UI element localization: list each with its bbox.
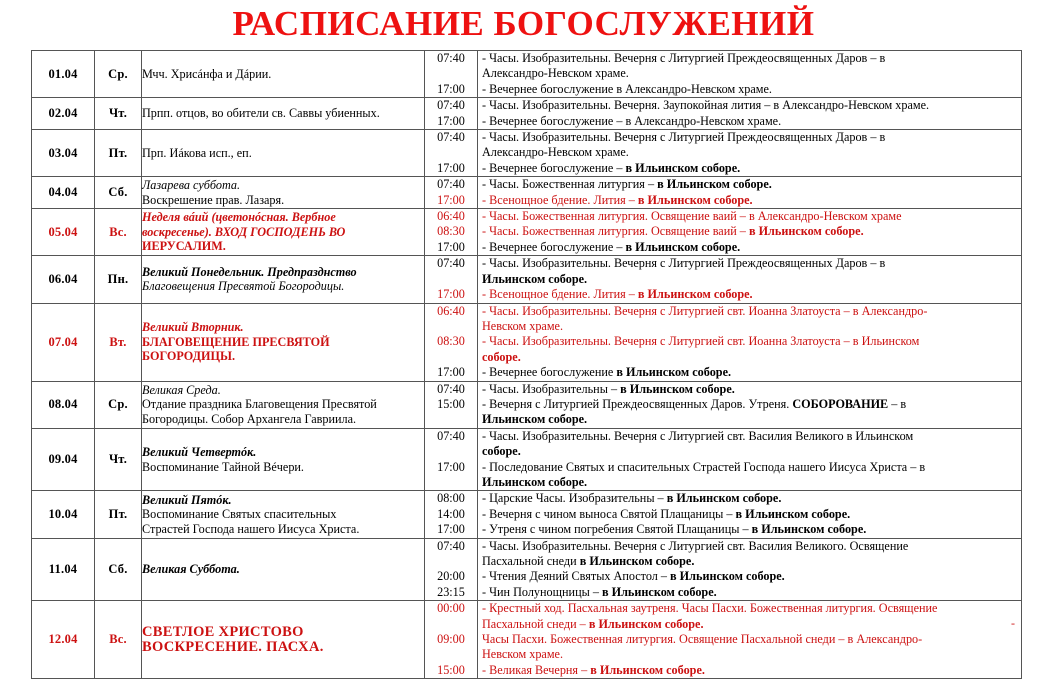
cell-day-of-week: Чт. bbox=[95, 98, 142, 130]
feast-line: Прп. Иáкова исп., еп. bbox=[142, 145, 252, 160]
service-time: 06:40 bbox=[437, 303, 465, 318]
cell-services bbox=[478, 491, 1022, 538]
cell-date: 09.04 bbox=[32, 428, 95, 491]
service-time: 17:00 bbox=[437, 287, 465, 302]
feast-line: Воспоминание Святых спасительных bbox=[142, 507, 337, 522]
cell-feast bbox=[142, 601, 425, 679]
service-time: 07:40 bbox=[437, 130, 465, 145]
cell-date: 12.04 bbox=[32, 601, 95, 679]
cell-date: 06.04 bbox=[32, 256, 95, 303]
time-spacer bbox=[425, 475, 477, 490]
service-line: - Чин Полунощницы – в Ильинском соборе. bbox=[482, 584, 717, 599]
page-title: РАСПИСАНИЕ БОГОСЛУЖЕНИЙ bbox=[232, 4, 815, 43]
cell-feast bbox=[142, 51, 425, 98]
service-time: 07:40 bbox=[437, 381, 465, 396]
cell-times bbox=[425, 177, 478, 209]
service-line: - Царские Часы. Изобразительны – в Ильинском соборе. bbox=[482, 491, 782, 506]
stray-dash-mark: - bbox=[1011, 616, 1015, 631]
time-spacer bbox=[425, 412, 477, 427]
cell-times bbox=[425, 381, 478, 428]
cell-feast bbox=[142, 303, 425, 381]
feast-line: Прпп. отцов, во обители св. Саввы убиенных. bbox=[142, 106, 380, 121]
service-line: - Часы. Изобразительны. Вечерня с Литургией свт. Василия Великого. Освящение bbox=[482, 538, 909, 553]
feast-line: БЛАГОВЕЩЕНИЕ ПРЕСВЯТОЙ bbox=[142, 334, 330, 349]
service-time: 07:40 bbox=[437, 538, 465, 553]
cell-feast bbox=[142, 209, 425, 256]
table-row bbox=[32, 209, 1022, 256]
feast-line: Лазарева суббота. bbox=[142, 178, 241, 193]
service-line: - Часы. Божественная литургия – в Ильинском соборе. bbox=[482, 177, 772, 192]
cell-services bbox=[478, 381, 1022, 428]
service-time: 09:00 bbox=[437, 632, 465, 647]
services-list bbox=[478, 601, 1021, 678]
feast-line: Великий Пятóк. bbox=[142, 492, 232, 507]
cell-times bbox=[425, 51, 478, 98]
time-spacer bbox=[425, 617, 477, 632]
service-time: 17:00 bbox=[437, 459, 465, 474]
feast-line: Великая Суббота. bbox=[142, 562, 240, 577]
feast-line: Страстей Господа нашего Иисуса Христа. bbox=[142, 521, 360, 536]
time-spacer bbox=[425, 350, 477, 365]
service-line: - Великая Вечерня – в Ильинском соборе. bbox=[482, 662, 705, 677]
feast-line: Великий Вторник. bbox=[142, 320, 244, 335]
cell-date: 03.04 bbox=[32, 130, 95, 177]
service-line: Часы Пасхи. Божественная литургия. Освящение Пасхальной снеди – в Александро- bbox=[482, 632, 923, 647]
table-row bbox=[32, 98, 1022, 130]
schedule-table-wrapper bbox=[31, 50, 1021, 679]
service-time: 17:00 bbox=[437, 239, 465, 254]
table-row bbox=[32, 177, 1022, 209]
service-line: - Вечерня с Литургией Преждеосвященных Даров. Утреня. СОБОРОВАНИЕ – в bbox=[482, 396, 907, 411]
time-spacer bbox=[425, 66, 477, 81]
cell-feast bbox=[142, 428, 425, 491]
service-line: - Всенощное бдение. Лития – в Ильинском соборе. bbox=[482, 287, 753, 302]
service-line: Ильинском соборе. bbox=[482, 412, 588, 427]
cell-day-of-week: Вт. bbox=[95, 303, 142, 381]
service-line: - Вечернее богослужение – в Ильинском соборе. bbox=[482, 239, 741, 254]
cell-services bbox=[478, 428, 1022, 491]
feast-line: Великий Понедельник. Предпразднство bbox=[142, 264, 357, 279]
service-time: 17:00 bbox=[437, 522, 465, 537]
table-row bbox=[32, 381, 1022, 428]
cell-feast bbox=[142, 177, 425, 209]
table-row bbox=[32, 538, 1022, 601]
service-line: Пасхальной снеди в Ильинском соборе. bbox=[482, 554, 695, 568]
time-spacer bbox=[425, 647, 477, 662]
cell-services bbox=[478, 303, 1022, 381]
service-line: - Последование Святых и спасительных Страстей Господа нашего Иисуса Христа – в bbox=[482, 459, 926, 474]
cell-date: 05.04 bbox=[32, 209, 95, 256]
feast-line: Неделя вáий (цветонóсная. Вербное bbox=[142, 210, 336, 225]
cell-day-of-week: Чт. bbox=[95, 428, 142, 491]
service-time: 07:40 bbox=[437, 177, 465, 192]
table-row bbox=[32, 428, 1022, 491]
service-line: - Часы. Изобразительны. Вечерня с Литургией Преждеосвященных Даров – в bbox=[482, 51, 886, 65]
cell-times bbox=[425, 491, 478, 538]
feast-line: Воскрешение прав. Лазаря. bbox=[142, 192, 285, 207]
table-row bbox=[32, 491, 1022, 538]
service-time: 17:00 bbox=[437, 81, 465, 96]
cell-times bbox=[425, 130, 478, 177]
service-line: Ильинском соборе. bbox=[482, 474, 588, 489]
cell-feast bbox=[142, 491, 425, 538]
service-line: - Утреня с чином погребения Святой Плащаницы – в Ильинском соборе. bbox=[482, 522, 867, 537]
schedule-table-body bbox=[32, 51, 1022, 679]
services-list bbox=[478, 304, 1021, 381]
services-list bbox=[478, 256, 1021, 302]
cell-times bbox=[425, 428, 478, 491]
cell-services bbox=[478, 51, 1022, 98]
service-time: 00:00 bbox=[437, 601, 465, 616]
service-time: 17:00 bbox=[437, 113, 465, 128]
service-line: - Крестный ход. Пасхальная заутреня. Часы Пасхи. Божественная литургия. Освящение bbox=[482, 601, 938, 616]
service-time: 08:30 bbox=[437, 224, 465, 239]
cell-day-of-week: Сб. bbox=[95, 177, 142, 209]
service-line: - Вечернее богослужение – в Александро-Невском храме. bbox=[482, 113, 782, 128]
time-spacer bbox=[425, 145, 477, 160]
cell-date: 02.04 bbox=[32, 98, 95, 130]
cell-date: 04.04 bbox=[32, 177, 95, 209]
cell-day-of-week: Пт. bbox=[95, 130, 142, 177]
cell-services bbox=[478, 130, 1022, 177]
table-row bbox=[32, 303, 1022, 381]
service-time: 08:30 bbox=[437, 334, 465, 349]
service-time: 08:00 bbox=[437, 491, 465, 506]
cell-services bbox=[478, 209, 1022, 256]
cell-times bbox=[425, 303, 478, 381]
schedule-table bbox=[31, 50, 1022, 679]
table-row bbox=[32, 601, 1022, 679]
cell-feast bbox=[142, 130, 425, 177]
feast-line: Отдание праздника Благовещения Пресвятой bbox=[142, 397, 377, 412]
cell-services bbox=[478, 256, 1022, 303]
time-spacer bbox=[425, 272, 477, 287]
cell-day-of-week: Вс. bbox=[95, 209, 142, 256]
cell-day-of-week: Вс. bbox=[95, 601, 142, 679]
cell-services bbox=[478, 538, 1022, 601]
service-line: - Часы. Божественная литургия. Освящение ваий – в Ильинском соборе. bbox=[482, 224, 864, 239]
feast-line: Великий Четвертóк. bbox=[142, 444, 257, 459]
cell-times bbox=[425, 538, 478, 601]
service-line: - Часы. Изобразительны. Вечерня с Литургией свт. Иоанна Златоуста – в Ильинском bbox=[482, 334, 920, 349]
feast-line: воскресенье). ВХОД ГОСПОДЕНЬ ВО bbox=[142, 224, 346, 239]
service-line: - Часы. Изобразительны. Вечерня с Литургией свт. Василия Великого в Ильинском bbox=[482, 428, 914, 443]
cell-times bbox=[425, 256, 478, 303]
feast-line: Благовещения Пресвятой Богородицы. bbox=[142, 279, 345, 294]
cell-date: 07.04 bbox=[32, 303, 95, 381]
cell-services bbox=[478, 98, 1022, 130]
feast-line: БОГОРОДИЦЫ. bbox=[142, 349, 235, 364]
service-line: - Часы. Изобразительны. Вечерня с Литургией Преждеосвященных Даров – в bbox=[482, 130, 886, 145]
service-line: - Часы. Изобразительны. Вечерня. Заупокойная лития – в Александро-Невском храме. bbox=[482, 98, 930, 113]
services-list bbox=[478, 51, 1021, 97]
service-line: - Вечернее богослужение в Ильинском соборе. bbox=[482, 365, 732, 380]
feast-line: ИЕРУСАЛИМ. bbox=[142, 239, 226, 254]
cell-feast bbox=[142, 98, 425, 130]
cell-services bbox=[478, 177, 1022, 209]
cell-day-of-week: Ср. bbox=[95, 51, 142, 98]
time-spacer bbox=[425, 319, 477, 334]
service-time: 23:15 bbox=[437, 584, 465, 599]
service-line: - Чтения Деяний Святых Апостол – в Ильинском соборе. bbox=[482, 569, 785, 584]
cell-day-of-week: Пн. bbox=[95, 256, 142, 303]
service-line: Ильинском соборе. bbox=[482, 271, 588, 286]
services-list bbox=[478, 98, 1021, 129]
service-line: Невском храме. bbox=[482, 647, 563, 662]
cell-day-of-week: Ср. bbox=[95, 381, 142, 428]
services-list bbox=[478, 429, 1021, 491]
cell-times bbox=[425, 98, 478, 130]
cell-date: 11.04 bbox=[32, 538, 95, 601]
service-line: - Часы. Изобразительны. Вечерня с Литургией свт. Иоанна Златоуста – в Александро- bbox=[482, 303, 928, 318]
service-time: 15:00 bbox=[437, 662, 465, 677]
feast-line: ВОСКРЕСЕНИЕ. ПАСХА. bbox=[142, 638, 324, 655]
service-line: Александро-Невском храме. bbox=[482, 66, 629, 81]
service-time: 07:40 bbox=[437, 98, 465, 113]
services-list bbox=[478, 177, 1021, 208]
service-time: 07:40 bbox=[437, 51, 465, 66]
feast-line: Воспоминание Тайной Вéчери. bbox=[142, 459, 304, 474]
cell-times bbox=[425, 601, 478, 679]
service-line: - Часы. Изобразительны – в Ильинском соборе. bbox=[482, 381, 735, 396]
time-spacer bbox=[425, 444, 477, 459]
cell-times bbox=[425, 209, 478, 256]
service-time: 17:00 bbox=[437, 160, 465, 175]
cell-day-of-week: Пт. bbox=[95, 491, 142, 538]
services-list bbox=[478, 382, 1021, 428]
cell-date: 10.04 bbox=[32, 491, 95, 538]
service-line: - Всенощное бдение. Лития – в Ильинском соборе. bbox=[482, 192, 753, 207]
feast-line: СВЕТЛОЕ ХРИСТОВО bbox=[142, 624, 304, 641]
services-list bbox=[478, 130, 1021, 176]
cell-date: 01.04 bbox=[32, 51, 95, 98]
cell-feast bbox=[142, 256, 425, 303]
table-row bbox=[32, 130, 1022, 177]
feast-line: Мчч. Хрисáнфа и Дáрии. bbox=[142, 66, 272, 81]
service-time: 14:00 bbox=[437, 506, 465, 521]
feast-line: Великая Среда. bbox=[142, 382, 221, 397]
service-time: 17:00 bbox=[437, 192, 465, 207]
service-line: - Вечернее богослужение в Александро-Невском храме. bbox=[482, 81, 772, 96]
service-time: 17:00 bbox=[437, 365, 465, 380]
service-line: - Часы. Божественная литургия. Освящение ваий – в Александро-Невском храме bbox=[482, 209, 902, 224]
time-spacer bbox=[425, 554, 477, 569]
cell-feast bbox=[142, 538, 425, 601]
service-time: 06:40 bbox=[437, 209, 465, 224]
services-list bbox=[478, 539, 1021, 601]
service-line: - Вечернее богослужение – в Ильинском соборе. bbox=[482, 160, 741, 175]
table-row bbox=[32, 256, 1022, 303]
service-line: Александро-Невском храме. bbox=[482, 145, 629, 160]
service-time: 15:00 bbox=[437, 396, 465, 411]
table-row bbox=[32, 51, 1022, 98]
service-time: 07:40 bbox=[437, 256, 465, 271]
service-line: соборе. bbox=[482, 349, 521, 364]
service-line: Невском храме. bbox=[482, 318, 563, 333]
services-list bbox=[478, 491, 1021, 537]
cell-services bbox=[478, 601, 1022, 679]
cell-feast bbox=[142, 381, 425, 428]
service-line: Пасхальной снеди – в Ильинском соборе. bbox=[482, 616, 704, 631]
service-line: соборе. bbox=[482, 444, 521, 459]
service-line: - Вечерня с чином выноса Святой Плащаницы – в Ильинском соборе. bbox=[482, 506, 851, 521]
services-list bbox=[478, 209, 1021, 255]
cell-date: 08.04 bbox=[32, 381, 95, 428]
service-time: 07:40 bbox=[437, 428, 465, 443]
feast-line: Богородицы. Собор Архангела Гавриила. bbox=[142, 411, 357, 426]
service-line: - Часы. Изобразительны. Вечерня с Литургией Преждеосвященных Даров – в bbox=[482, 256, 886, 271]
cell-day-of-week: Сб. bbox=[95, 538, 142, 601]
service-time: 20:00 bbox=[437, 569, 465, 584]
